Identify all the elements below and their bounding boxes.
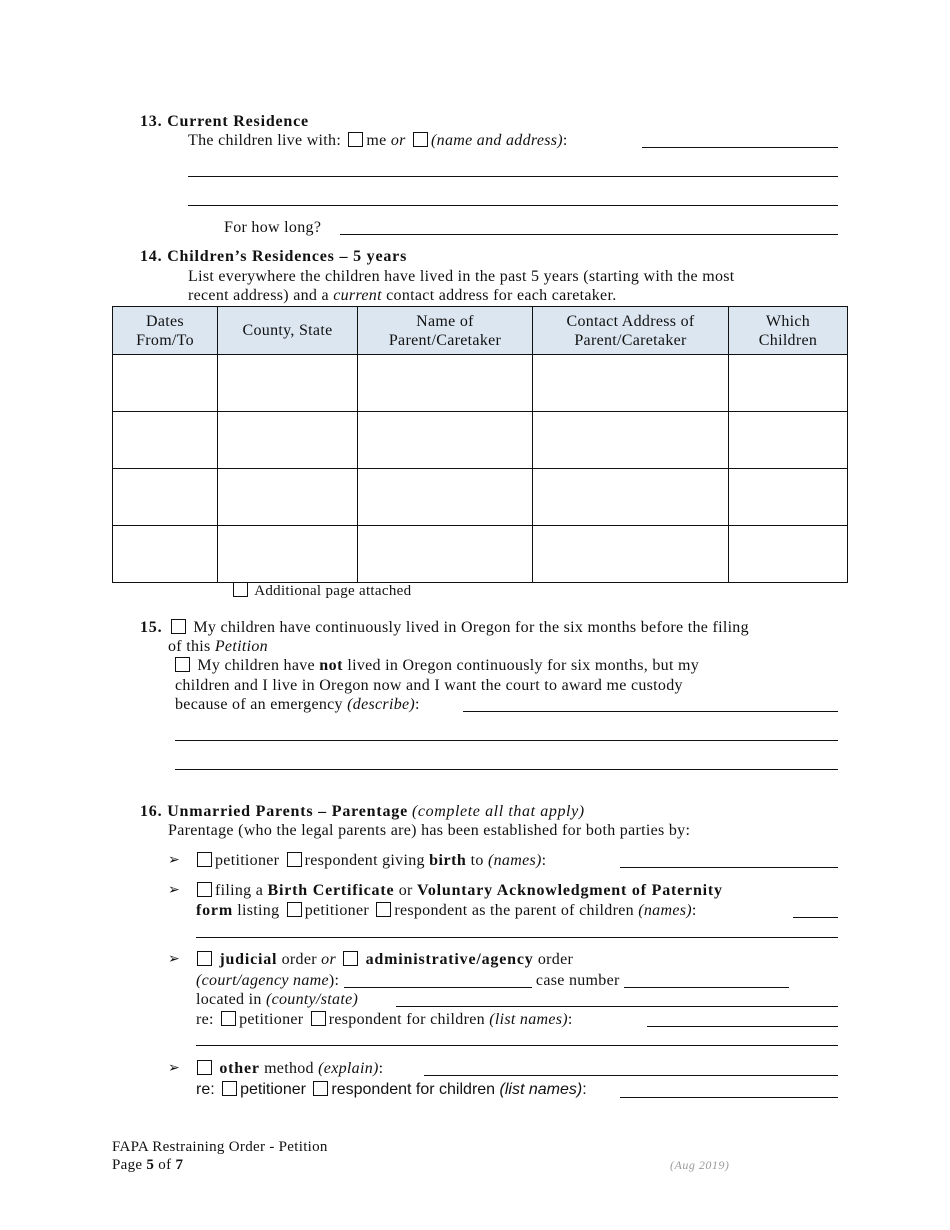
parentage-other-row [194, 1059, 383, 1079]
court-agency-field[interactable] [344, 971, 532, 988]
county-state-italic: (county/state) [265, 991, 359, 1008]
located-in-label: located in [196, 991, 262, 1008]
emergency-describe-field-line-2[interactable] [175, 740, 838, 741]
table-cell[interactable] [113, 355, 218, 412]
certificate-checkbox[interactable] [197, 882, 212, 897]
names-italic: (names) [638, 902, 692, 919]
not-bold: not [319, 657, 344, 674]
method-label: method [264, 1060, 314, 1077]
or-italic: or [321, 951, 336, 968]
other-re-row [196, 1080, 587, 1100]
colon: ): [328, 972, 340, 989]
case-number-label: case number [535, 972, 620, 989]
table-cell[interactable] [113, 469, 218, 526]
order-label: order [281, 951, 317, 968]
re-label: re: [196, 1081, 215, 1098]
respondent-label: respondent for children [328, 1011, 485, 1028]
list-names-italic: (list names) [499, 1081, 583, 1098]
petitioner-label: petitioner [304, 902, 370, 919]
table-cell[interactable] [729, 469, 848, 526]
additional-page-checkbox[interactable] [233, 582, 248, 597]
section-16-heading-row [140, 802, 585, 822]
judicial-bold: judicial [219, 951, 278, 968]
certificate-names-field-line-2[interactable] [196, 937, 838, 938]
listing-label: listing [237, 902, 280, 919]
other-names-field[interactable] [620, 1097, 838, 1098]
table-cell[interactable] [729, 355, 848, 412]
table-row [113, 526, 848, 583]
how-long-field[interactable] [340, 234, 838, 235]
certificate-respondent-checkbox[interactable] [376, 902, 391, 917]
header-line: Dates [146, 312, 184, 330]
other-method-checkbox[interactable] [197, 1060, 212, 1075]
table-row [113, 469, 848, 526]
parentage-certificate-row [194, 881, 723, 901]
table-cell[interactable] [218, 526, 358, 583]
section-15-option-2-line-2: children and I live in Oregon now and I want the court to award me custody [175, 677, 683, 694]
section-14-heading: 14. Children’s Residences – 5 years [140, 248, 408, 265]
footer-page-number [112, 1156, 183, 1174]
header-which-children [729, 307, 848, 355]
footer-revision-date: (Aug 2019) [670, 1158, 730, 1172]
name-address-field[interactable] [642, 147, 838, 148]
colon: : [541, 852, 547, 869]
other-respondent-checkbox[interactable] [313, 1081, 328, 1096]
order-names-field[interactable] [647, 1026, 838, 1027]
re-label: re: [196, 1011, 214, 1028]
section-15-option-2 [172, 656, 699, 676]
option-2-text: because of an emergency [175, 696, 343, 713]
option-1-text: My children have continuously lived in Oregon for the six months before the filing [193, 619, 749, 636]
header-line: Parent/Caretaker [574, 331, 687, 349]
desc-text: recent address) and a [188, 287, 329, 304]
colon: : [378, 1060, 384, 1077]
colon: : [415, 696, 420, 713]
birth-bold: birth [429, 852, 467, 869]
table-header-row [113, 307, 848, 355]
header-line: From/To [136, 331, 194, 349]
court-agency-italic: (court/agency name [196, 972, 329, 989]
table-cell[interactable] [358, 412, 533, 469]
arrow-bullet-icon: ➢ [168, 952, 180, 967]
table-cell[interactable] [218, 412, 358, 469]
located-in-field[interactable] [396, 1006, 838, 1007]
describe-italic: (describe) [347, 696, 416, 713]
certificate-petitioner-checkbox[interactable] [287, 902, 302, 917]
additional-page-label: Additional page attached [254, 583, 412, 599]
explain-italic: (explain) [318, 1060, 379, 1077]
birth-respondent-checkbox[interactable] [287, 852, 302, 867]
order-petitioner-checkbox[interactable] [221, 1011, 236, 1026]
table-cell[interactable] [218, 355, 358, 412]
order-respondent-checkbox[interactable] [311, 1011, 326, 1026]
how-long-label: For how long? [224, 219, 322, 236]
table-cell[interactable] [729, 412, 848, 469]
section-15-option-1-line-2 [168, 637, 268, 657]
parentage-order-row [194, 950, 573, 970]
table-cell[interactable] [358, 355, 533, 412]
other-petitioner-checkbox[interactable] [222, 1081, 237, 1096]
name-address-label: (name and address) [431, 132, 563, 149]
to-label: to [470, 852, 484, 869]
header-parent-name [358, 307, 533, 355]
header-line: Children [758, 331, 818, 349]
emergency-describe-field[interactable] [463, 711, 838, 712]
me-checkbox[interactable] [348, 132, 363, 147]
petitioner-label: petitioner [215, 852, 280, 869]
order-re-row [196, 1010, 573, 1030]
birth-certificate-bold: Birth Certificate [267, 882, 395, 899]
table-cell[interactable] [533, 412, 729, 469]
section-14-desc-line-1: List everywhere the children have lived in the past 5 years (starting with the most [188, 268, 735, 285]
children-live-with-row [188, 131, 568, 151]
arrow-bullet-icon: ➢ [168, 1061, 180, 1076]
section-15-option-2-line-3 [175, 695, 420, 715]
header-line: Contact Address of [566, 312, 695, 330]
parentage-certificate-row-2 [196, 901, 697, 921]
table-cell[interactable] [358, 469, 533, 526]
order-names-field-line-2[interactable] [196, 1045, 838, 1046]
list-names-italic: (list names) [489, 1011, 568, 1028]
table-row [113, 355, 848, 412]
table-cell[interactable] [729, 526, 848, 583]
filing-label: filing a [215, 882, 264, 899]
option-2-text: lived in Oregon continuously for six months, but my [347, 657, 700, 674]
page-word: Page [112, 1157, 143, 1173]
emergency-describe-field-line-3[interactable] [175, 769, 838, 770]
arrow-bullet-icon: ➢ [168, 883, 180, 898]
table-cell[interactable] [533, 469, 729, 526]
option-1-text: of this [168, 638, 211, 655]
name-address-field-line-3[interactable] [188, 205, 838, 206]
birth-petitioner-checkbox[interactable] [197, 852, 212, 867]
header-line: Parent/Caretaker [388, 331, 502, 349]
option-2-text: My children have [197, 657, 315, 674]
or-label: or [398, 882, 413, 899]
additional-page-row [230, 581, 411, 601]
table-cell[interactable] [533, 355, 729, 412]
header-contact-address [533, 307, 729, 355]
admin-order-checkbox[interactable] [343, 951, 358, 966]
live-with-label: The children live with: [188, 132, 342, 149]
arrow-bullet-icon: ➢ [168, 853, 180, 868]
me-label: me [366, 132, 387, 149]
table-cell[interactable] [533, 526, 729, 583]
case-number-field[interactable] [624, 971, 789, 988]
section-15-option-1 [168, 618, 749, 638]
section-13-heading: 13. Current Residence [140, 113, 309, 130]
vap-bold: Voluntary Acknowledgment of Paternity [416, 882, 723, 899]
page-total: 7 [175, 1157, 184, 1173]
located-in-row [196, 990, 358, 1010]
admin-bold: administrative/agency [365, 951, 534, 968]
respondent-label: respondent giving [304, 852, 425, 869]
footer-form-name: FAPA Restraining Order - Petition [112, 1139, 328, 1155]
table-cell[interactable] [113, 412, 218, 469]
of-word: of [158, 1157, 172, 1173]
petition-italic: Petition [214, 638, 268, 655]
names-italic: (names) [487, 852, 542, 869]
table-cell[interactable] [113, 526, 218, 583]
colon: : [562, 132, 568, 149]
section-15-number: 15. [140, 619, 163, 636]
desc-current: current [333, 287, 382, 304]
header-line: County, State [242, 322, 333, 339]
name-address-field-line-2[interactable] [188, 176, 838, 177]
colon: : [691, 902, 697, 919]
section-16-intro: Parentage (who the legal parents are) has been established for both parties by: [168, 822, 691, 839]
page-current: 5 [146, 1157, 155, 1173]
respondent-label: respondent as the parent of children [394, 902, 634, 919]
or-label: or [390, 132, 406, 149]
section-16-note: (complete all that apply) [412, 803, 585, 820]
continuous-residence-checkbox[interactable] [171, 619, 186, 634]
petitioner-label: petitioner [239, 1011, 304, 1028]
respondent-label: respondent for children [331, 1081, 496, 1098]
desc-text: contact address for each caretaker. [386, 287, 617, 304]
header-line: Name of [416, 312, 474, 330]
court-agency-row [196, 971, 789, 991]
table-cell[interactable] [358, 526, 533, 583]
other-bold: other [219, 1060, 260, 1077]
table-cell[interactable] [218, 469, 358, 526]
colon: : [582, 1081, 587, 1098]
parentage-birth-row [194, 851, 546, 871]
header-line: Which [765, 312, 811, 330]
other-explain-field[interactable] [424, 1075, 838, 1076]
order-label: order [537, 951, 574, 968]
residences-table [112, 306, 848, 583]
header-dates [113, 307, 218, 355]
petitioner-label: petitioner [240, 1081, 306, 1098]
section-16-heading: 16. Unmarried Parents – Parentage [140, 803, 408, 820]
section-14-desc-line-2 [188, 286, 617, 306]
header-county-state [218, 307, 358, 355]
form-bold: form [196, 902, 233, 919]
table-row [113, 412, 848, 469]
birth-names-field[interactable] [620, 867, 838, 868]
emergency-checkbox[interactable] [175, 657, 190, 672]
name-address-checkbox[interactable] [413, 132, 428, 147]
judicial-order-checkbox[interactable] [197, 951, 212, 966]
colon: : [567, 1011, 573, 1028]
certificate-names-field[interactable] [793, 917, 838, 918]
